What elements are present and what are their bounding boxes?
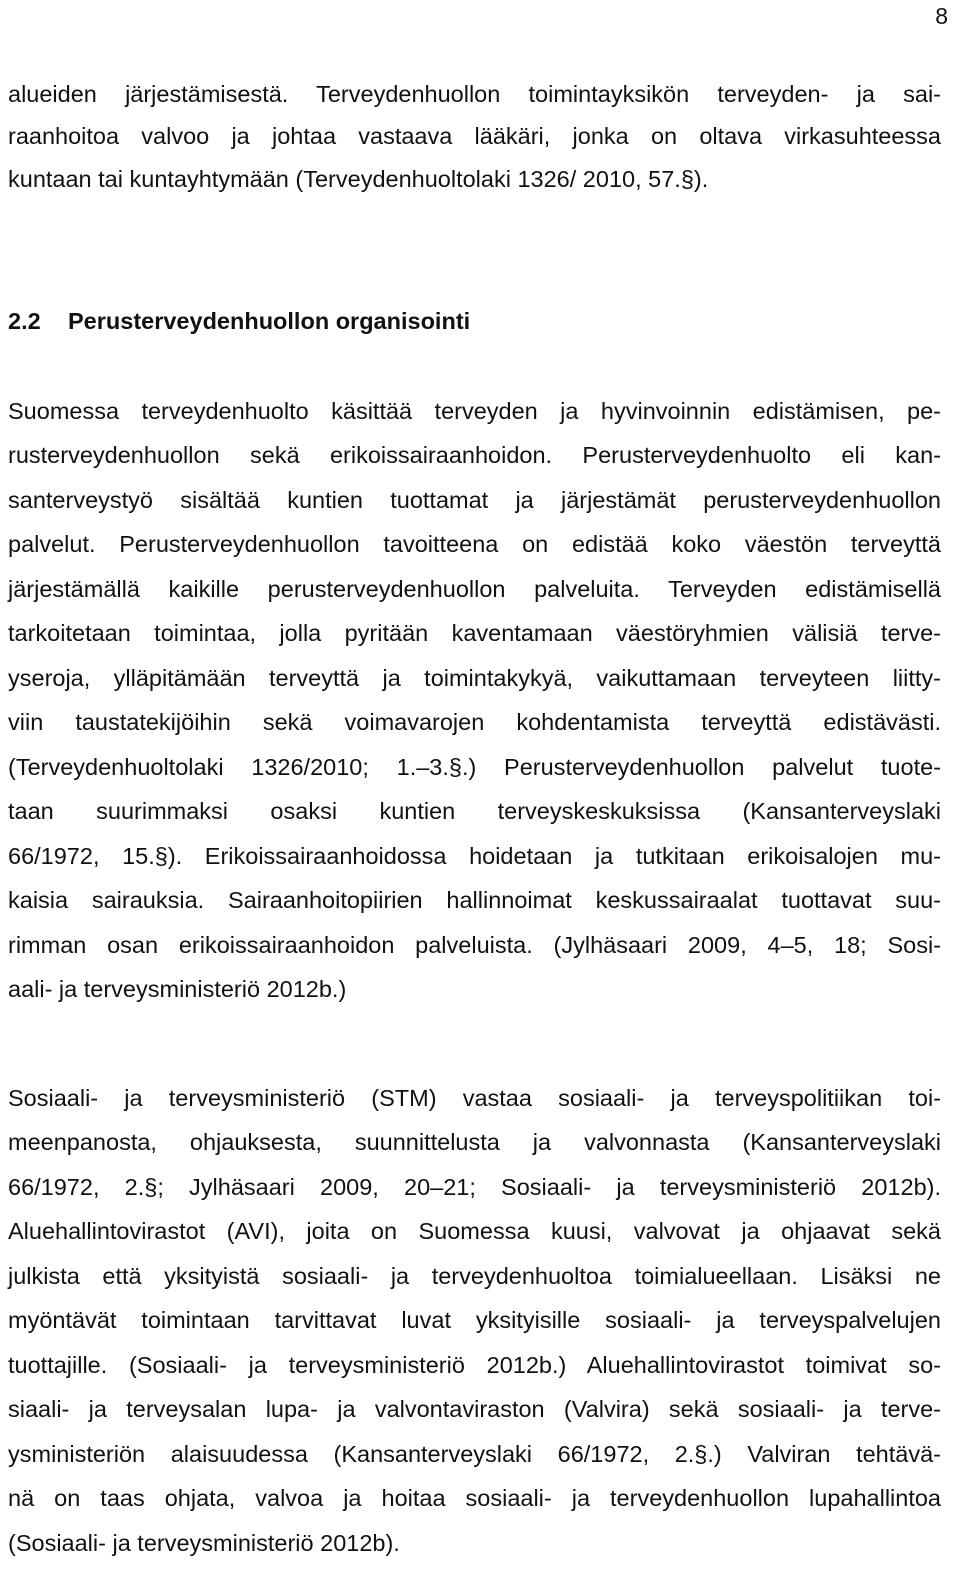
text-line: 66/1972, 2.§; Jylhäsaari 2009, 20–21; Sosiaali- ja terveysministeriö 2012b). <box>8 1174 941 1200</box>
page-number: 8 <box>935 3 948 29</box>
text-line: rimman osan erikoissairaanhoidon palveluista. (Jylhäsaari 2009, 4–5, 18; Sosi- <box>8 932 941 958</box>
text-line: viin taustatekijöihin sekä voimavarojen kohdentamista terveyttä edistävästi. <box>8 709 941 735</box>
text-line: tuottajille. (Sosiaali- ja terveysministeriö 2012b.) Aluehallintovirastot toimivat so- <box>8 1352 941 1378</box>
text-line: aali- ja terveysministeriö 2012b.) <box>8 976 347 1002</box>
text-line: nä on taas ohjata, valvoa ja hoitaa sosiaali- ja terveydenhuollon lupahallintoa <box>8 1485 941 1511</box>
text-line: järjestämällä kaikille perusterveydenhuollon palveluita. Terveyden edistämisellä <box>8 576 941 602</box>
text-line: Suomessa terveydenhuolto käsittää terveyden ja hyvinvoinnin edistämisen, pe- <box>8 398 941 424</box>
text-line: julkista että yksityistä sosiaali- ja terveydenhuoltoa toimialueellaan. Lisäksi ne <box>8 1263 941 1289</box>
text-line: raanhoitoa valvoo ja johtaa vastaava lääkäri, jonka on oltava virkasuhteessa <box>8 123 941 149</box>
text-line: ysministeriön alaisuudessa (Kansanterveyslaki 66/1972, 2.§.) Valviran tehtävä- <box>8 1441 941 1467</box>
text-line: Aluehallintovirastot (AVI), joita on Suomessa kuusi, valvovat ja ohjaavat sekä <box>8 1218 941 1244</box>
text-line: alueiden järjestämisestä. Terveydenhuollon toimintayksikön terveyden- ja sai- <box>8 81 941 107</box>
section-heading <box>8 302 470 340</box>
section-number: 2.2 <box>8 308 41 334</box>
text-line: yseroja, ylläpitämään terveyttä ja toimintakykyä, vaikuttamaan terveyteen liitty- <box>8 665 941 691</box>
text-line: taan suurimmaksi osaksi kuntien terveyskeskuksissa (Kansanterveyslaki <box>8 798 941 824</box>
text-line: palvelut. Perusterveydenhuollon tavoitteena on edistää koko väestön terveyttä <box>8 531 941 557</box>
text-line: santerveystyö sisältää kuntien tuottamat ja järjestämät perusterveydenhuollon <box>8 487 941 513</box>
text-line: (Sosiaali- ja terveysministeriö 2012b). <box>8 1530 400 1556</box>
section-title: Perusterveydenhuollon organisointi <box>68 308 471 334</box>
text-line: myöntävät toimintaan tarvittavat luvat yksityisille sosiaali- ja terveyspalvelujen <box>8 1307 941 1333</box>
text-line: Sosiaali- ja terveysministeriö (STM) vastaa sosiaali- ja terveyspolitiikan toi- <box>8 1085 941 1111</box>
text-line: 66/1972, 15.§). Erikoissairaanhoidossa hoidetaan ja tutkitaan erikoisalojen mu- <box>8 843 941 869</box>
text-line: tarkoitetaan toimintaa, jolla pyritään kaventamaan väestöryhmien välisiä terve- <box>8 620 941 646</box>
text-line: rusterveydenhuollon sekä erikoissairaanhoidon. Perusterveydenhuolto eli kan- <box>8 442 941 468</box>
text-line: kuntaan tai kuntayhtymään (Terveydenhuoltolaki 1326/ 2010, 57.§). <box>8 166 709 192</box>
text-line: kaisia sairauksia. Sairaanhoitopiirien hallinnoimat keskussairaalat tuottavat suu- <box>8 887 941 913</box>
text-line: (Terveydenhuoltolaki 1326/2010; 1.–3.§.) Perusterveydenhuollon palvelut tuote- <box>8 754 941 780</box>
text-line: siaali- ja terveysalan lupa- ja valvontaviraston (Valvira) sekä sosiaali- ja terve- <box>8 1396 941 1422</box>
text-line: meenpanosta, ohjauksesta, suunnittelusta ja valvonnasta (Kansanterveyslaki <box>8 1129 941 1155</box>
